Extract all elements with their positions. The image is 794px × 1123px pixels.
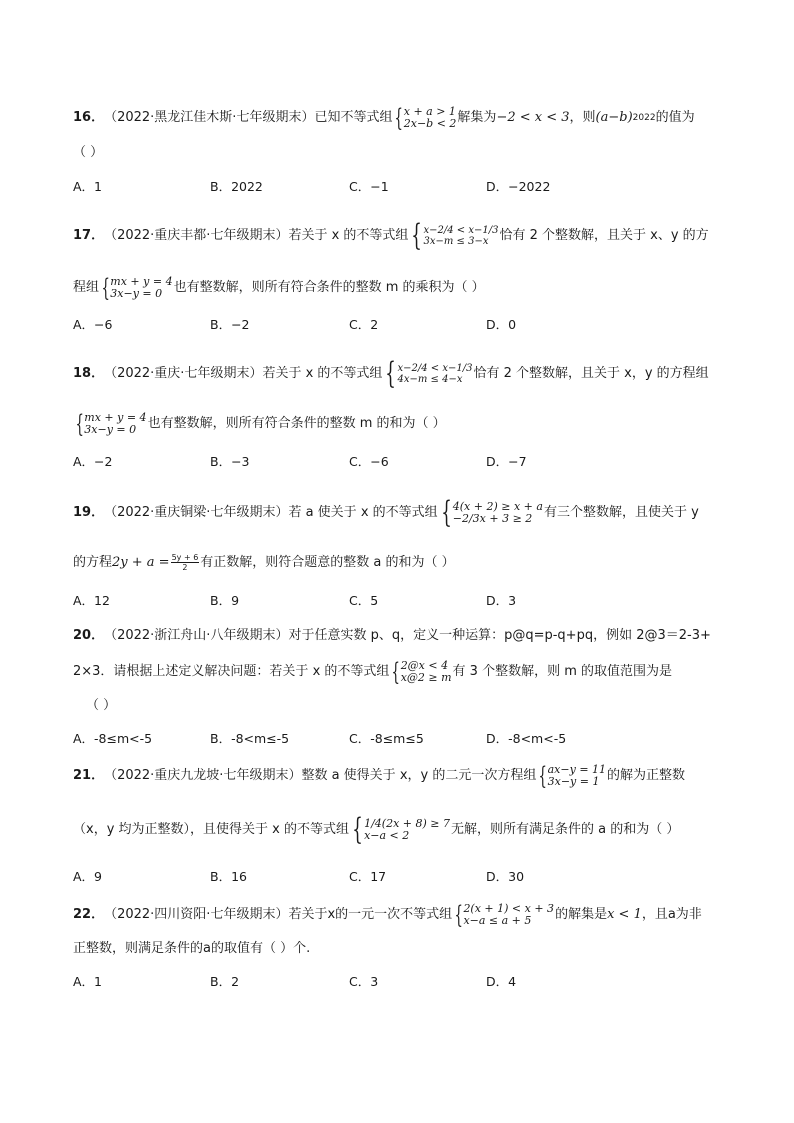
option-a: A．-8≤m<-5: [73, 731, 153, 746]
system-row: 2x−b < 2: [403, 117, 457, 130]
solution-range: −2 < x < 3: [496, 110, 570, 125]
option-a: A．12: [73, 593, 110, 608]
system-row: x + a > 1: [403, 105, 456, 118]
inequality-system: { x−2/4 < x−1/3 4x−m ≤ 4−x: [385, 356, 473, 391]
question-source: （2022·重庆铜梁·七年级期末）: [104, 505, 289, 520]
question-number: 17．: [73, 228, 105, 243]
system-row: x−a < 2: [364, 829, 410, 842]
option-c: C．-8≤m≤5: [349, 731, 424, 746]
question-17-line-1: [73, 218, 733, 253]
inequality-system: { 2@x < 4 x@2 ≥ m: [391, 658, 452, 686]
question-text: 也有整数解，则所有符合条件的整数 m 的和为（ ）: [147, 416, 446, 431]
question-text: 2×3．请根据上述定义解决问题：若关于 x 的不等式组: [73, 664, 390, 679]
question-text: 的解集是: [555, 907, 608, 922]
question-text: 也有整数解，则所有符合条件的整数 m 的乘积为（ ）: [173, 280, 485, 295]
question-20-line-2: [73, 660, 733, 684]
question-text: 无解，则所有满足条件的 a 的和为（ ）: [450, 822, 680, 837]
option-b: B．−2: [210, 317, 250, 332]
inequality-system: { x + a > 1 2x−b < 2: [394, 104, 457, 132]
question-source: （2022·黑龙江佳木斯·七年级期末）: [104, 110, 315, 125]
system-row: 2(x + 1) < x + 3: [463, 902, 555, 915]
question-source: （2022·重庆丰都·七年级期末）: [104, 228, 289, 243]
option-d: D．3: [486, 593, 517, 608]
system-row: x@2 ≥ m: [400, 671, 452, 684]
question-22-line-2: [73, 940, 733, 958]
system-row: 2@x < 4: [400, 659, 449, 672]
equation: 2y + a =: [112, 554, 170, 570]
option-d: D．-8<m<-5: [486, 731, 567, 746]
equation-system: { mx + y = 4 3x−y = 0: [101, 274, 173, 302]
question-text: ，且a为非: [641, 907, 702, 922]
options-21: [73, 867, 733, 885]
option-a: A．−6: [73, 317, 113, 332]
question-21-line-2: [73, 812, 733, 847]
question-text: 若 a 使关于 x 的不等式组: [288, 505, 438, 520]
question-18-line-1: [73, 356, 733, 391]
question-16-line-1: [73, 106, 733, 130]
question-source: （2022·四川资阳·七年级期末）: [104, 907, 289, 922]
question-text: 的值为: [655, 110, 695, 125]
solution-range: x < 1: [607, 907, 642, 922]
question-19-line-1: [73, 495, 733, 530]
question-text: 的方程: [73, 554, 113, 570]
options-22: [73, 972, 733, 990]
option-d: D．4: [486, 974, 517, 989]
question-source: （2022·重庆九龙坡·七年级期末）: [104, 768, 302, 783]
inequality-system: { 1/4(2x + 8) ≥ 7 x−a < 2: [352, 812, 450, 847]
question-17-line-2: [73, 276, 733, 300]
question-text: 恰有 2 个整数解，且关于 x、y 的方: [499, 228, 709, 243]
question-text: 若关于x的一元一次不等式组: [288, 907, 453, 922]
system-row: ax−y = 11: [547, 763, 607, 776]
question-number: 20．: [73, 628, 105, 643]
answer-blank: （ ）: [73, 145, 104, 160]
question-21-line-1: [73, 764, 733, 788]
question-text: 解集为: [457, 110, 497, 125]
question-number: 18．: [73, 366, 105, 381]
question-text: 恰有 2 个整数解，且关于 x，y 的方程组: [473, 366, 709, 381]
inequality-system: { 2(x + 1) < x + 3 x−a ≤ a + 5: [454, 901, 555, 929]
question-text: 有正数解，则符合题意的整数 a 的和为（ ）: [200, 554, 455, 570]
system-row: 3x−y = 0: [84, 423, 137, 436]
option-d: D．−2022: [486, 179, 551, 194]
question-number: 19．: [73, 505, 105, 520]
system-row: 3x−m ≤ 3−x: [423, 236, 489, 247]
system-row: mx + y = 4: [84, 411, 147, 424]
options-20: [73, 729, 733, 747]
option-c: C．−6: [349, 454, 389, 469]
question-number: 22．: [73, 907, 105, 922]
system-row: mx + y = 4: [110, 275, 173, 288]
question-number: 21．: [73, 768, 105, 783]
system-row: x−a ≤ a + 5: [463, 914, 532, 927]
question-source: （2022·重庆·七年级期末）: [104, 366, 263, 381]
system-row: x−2/4 < x−1/3: [397, 363, 473, 374]
question-18-line-2: [73, 412, 733, 436]
option-b: B．9: [210, 593, 240, 608]
fraction-numerator: 5y + 6: [171, 553, 199, 562]
question-19-line-2: [73, 553, 733, 572]
question-number: 16．: [73, 110, 105, 125]
option-d: D．0: [486, 317, 517, 332]
question-text: 若关于 x 的不等式组: [288, 228, 409, 243]
option-a: A．1: [73, 974, 103, 989]
options-19: [73, 591, 733, 609]
question-text: ，则: [569, 110, 596, 125]
equation-system: { mx + y = 4 3x−y = 0: [75, 410, 147, 438]
expression: (a−b): [595, 110, 633, 125]
system-row: −2/3x + 3 ≥ 2: [452, 512, 533, 525]
question-text: 的解为正整数: [607, 768, 686, 783]
question-text: 已知不等式组: [314, 110, 393, 125]
option-c: C．3: [349, 974, 379, 989]
option-b: B．2: [210, 974, 240, 989]
question-text: 对于任意实数 p、q，定义一种运算：p@q=p-q+pq，例如 2@3＝2-3+: [288, 628, 711, 643]
option-d: D．−7: [486, 454, 527, 469]
option-c: C．5: [349, 593, 379, 608]
inequality-system: { 4(x + 2) ≥ x + a −2/3x + 3 ≥ 2: [440, 495, 543, 530]
option-b: B．−3: [210, 454, 250, 469]
option-b: B．16: [210, 869, 247, 884]
system-row: 1/4(2x + 8) ≥ 7: [364, 817, 450, 830]
options-18: [73, 452, 733, 470]
question-20-line-1: [73, 627, 733, 645]
system-row: 4(x + 2) ≥ x + a: [452, 500, 543, 513]
option-c: C．−1: [349, 179, 389, 194]
system-row: 3x−y = 0: [110, 287, 163, 300]
question-text: 程组: [73, 280, 100, 295]
option-a: A．9: [73, 869, 103, 884]
system-row: x−2/4 < x−1/3: [423, 225, 499, 236]
option-b: B．-8<m≤-5: [210, 731, 290, 746]
question-16-line-2: [73, 144, 733, 162]
option-c: C．2: [349, 317, 379, 332]
inequality-system: { x−2/4 < x−1/3 3x−m ≤ 3−x: [411, 218, 499, 253]
option-c: C．17: [349, 869, 387, 884]
question-text: （x，y 均为正整数），且使得关于 x 的不等式组: [73, 822, 349, 837]
question-text: 若关于 x 的不等式组: [262, 366, 383, 381]
system-row: 3x−y = 1: [547, 775, 600, 788]
question-text: 有 3 个整数解，则 m 的取值范围为是: [452, 664, 672, 679]
question-source: （2022·浙江舟山·八年级期末）: [104, 628, 289, 643]
option-d: D．30: [486, 869, 525, 884]
answer-blank: （ ）: [86, 698, 117, 713]
question-text: 正整数，则满足条件的a的取值有（ ）个.: [73, 941, 311, 956]
question-22-line-1: [73, 903, 733, 927]
fraction: [171, 553, 200, 572]
question-text: 整数 a 使得关于 x，y 的二元一次方程组: [301, 768, 537, 783]
options-16: [73, 177, 733, 195]
option-b: B．2022: [210, 179, 263, 194]
system-row: 4x−m ≤ 4−x: [397, 374, 463, 385]
equation-system: { ax−y = 11 3x−y = 1: [538, 762, 607, 790]
exponent: 2022: [632, 113, 656, 123]
options-17: [73, 315, 733, 333]
question-20-line-3: [86, 697, 746, 715]
fraction-denominator: 2: [182, 563, 188, 572]
option-a: A．−2: [73, 454, 113, 469]
question-text: 有三个整数解，且使关于 y: [543, 505, 699, 520]
option-a: A．1: [73, 179, 103, 194]
